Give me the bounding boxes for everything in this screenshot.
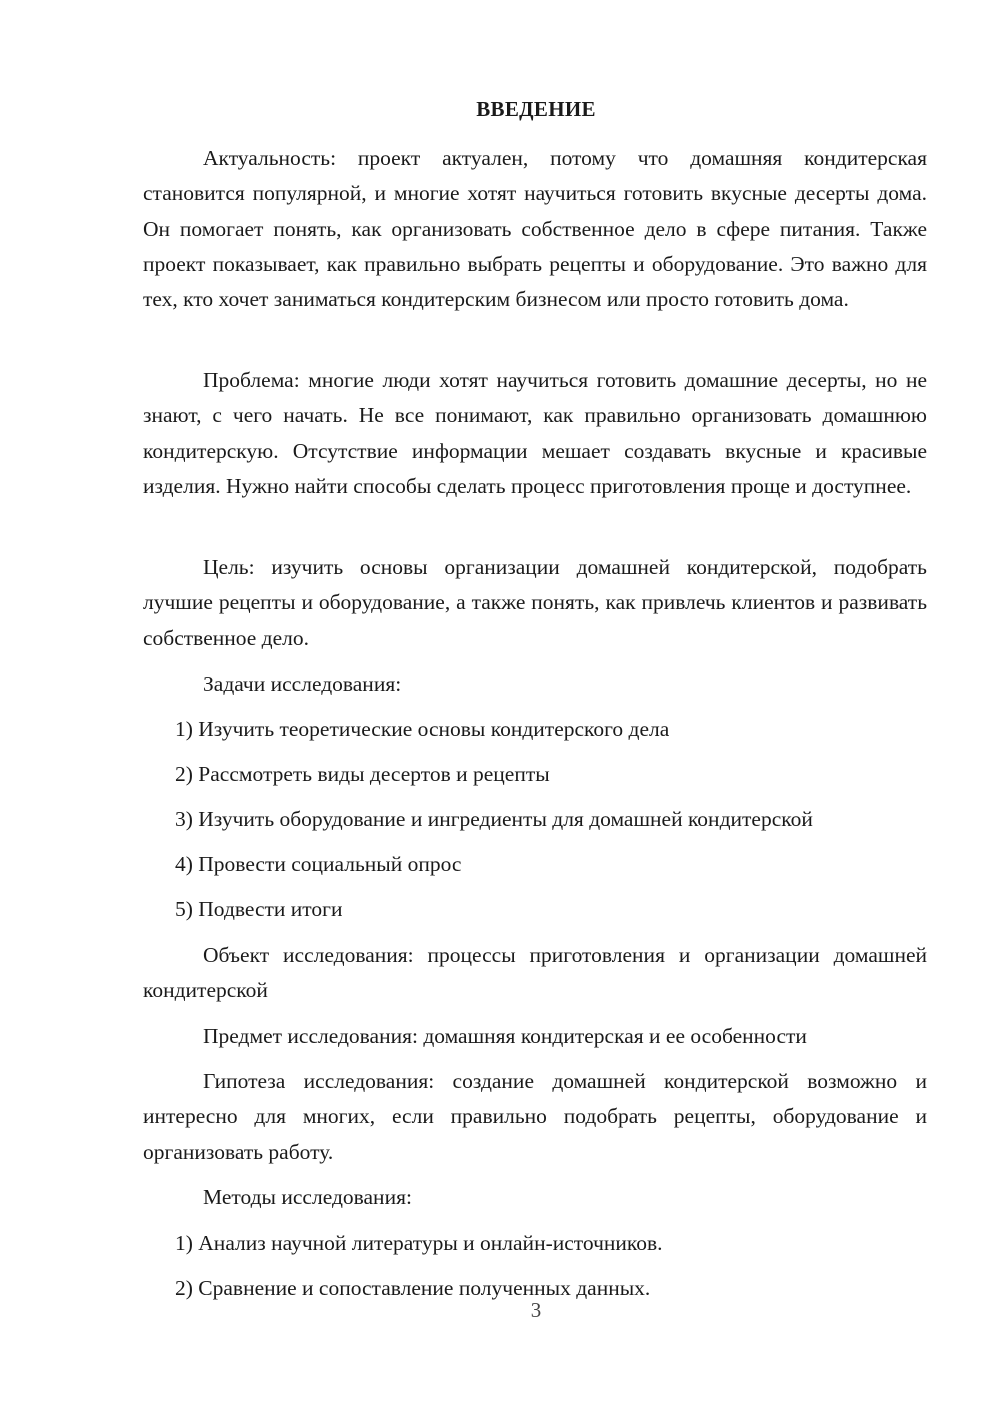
page-number: 3	[530, 1298, 542, 1322]
subject-paragraph: Предмет исследования: домашняя кондитерская и ее особенности	[203, 1024, 807, 1048]
task-item: 2) Рассмотреть виды десертов и рецепты	[175, 762, 550, 786]
method-item: 2) Сравнение и сопоставление полученных данных.	[175, 1276, 651, 1300]
tasks-heading: Задачи исследования:	[203, 672, 402, 696]
problem-paragraph: Проблема: многие люди хотят научиться готовить домашние десерты, но не знают, с чего начать. Не все понимают, как правильно организовать домашнюю кондитерскую. Отсутствие информации мешает создавать вкусные и красивые изделия. Нужно найти способы сделать процесс приготовления проще и доступнее.	[143, 368, 927, 498]
task-item: 5) Подвести итоги	[175, 897, 343, 921]
hypothesis-paragraph: Гипотеза исследования: создание домашней кондитерской возможно и интересно для многих, если правильно подобрать рецепты, оборудование и организовать работу.	[143, 1069, 927, 1164]
page-title: ВВЕДЕНИЕ	[476, 97, 596, 121]
goal-paragraph: Цель: изучить основы организации домашней кондитерской, подобрать лучшие рецепты и оборудование, а также понять, как привлечь клиентов и развивать собственное дело.	[143, 555, 927, 650]
relevance-paragraph: Актуальность: проект актуален, потому что домашняя кондитерская становится популярной, и многие хотят научиться готовить вкусные десерты дома. Он помогает понять, как организовать собственное дело в сфере питания. Также проект показывает, как правильно выбрать рецепты и оборудование. Это важно для тех, кто хочет заниматься кондитерским бизнесом или просто готовить дома.	[143, 146, 927, 312]
task-item: 4) Провести социальный опрос	[175, 852, 462, 876]
object-paragraph: Объект исследования: процессы приготовления и организации домашней кондитерской	[143, 943, 927, 1003]
method-item: 1) Анализ научной литературы и онлайн-источников.	[175, 1231, 663, 1255]
methods-heading: Методы исследования:	[203, 1185, 412, 1209]
task-item: 3) Изучить оборудование и ингредиенты для домашней кондитерской	[175, 807, 813, 831]
task-item: 1) Изучить теоретические основы кондитерского дела	[175, 717, 670, 741]
